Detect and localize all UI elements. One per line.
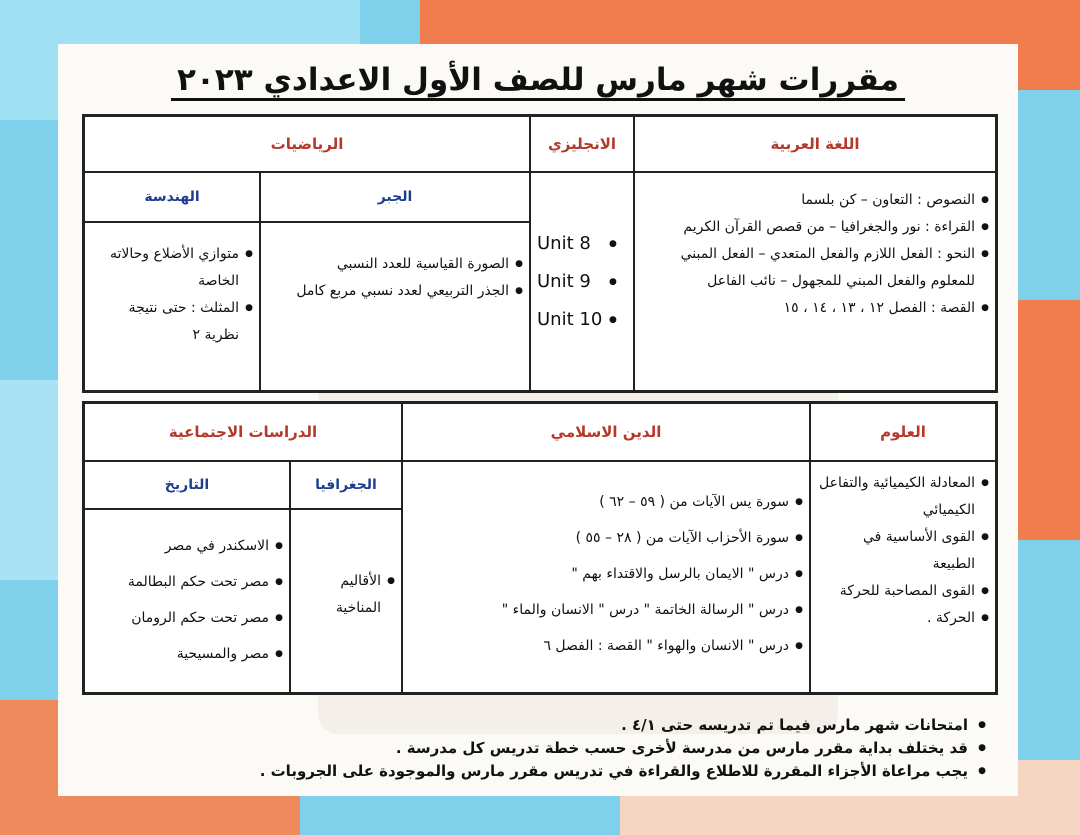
- social-studies-heading: الدراسات الاجتماعية: [84, 403, 402, 461]
- note-item: ● قد يختلف بداية مقرر مارس من مدرسة لأخرى حسب خطة تدريس كل مدرسة .: [64, 737, 968, 760]
- algebra-content: [260, 222, 530, 391]
- list-item: ● الصورة القياسية للعدد النسبي: [267, 251, 509, 278]
- geography-list: [291, 568, 401, 622]
- religion-list: [403, 484, 809, 664]
- list-item: ● القوى المصاحبة للحركة: [817, 578, 975, 605]
- list-item: ● درس " الانسان والهواء " القصة : الفصل ٦: [409, 628, 789, 664]
- religion-heading: الدين الاسلامي: [402, 403, 810, 461]
- geometry-heading: الهندسة: [84, 172, 260, 222]
- english-heading: الانجليزي: [530, 116, 634, 172]
- history-heading: التاريخ: [84, 461, 290, 509]
- note-item: ● امتحانات شهر مارس فيما تم تدريسه حتى ٤/١ .: [64, 714, 968, 737]
- list-item: ● Unit 8: [537, 225, 633, 263]
- bottom-subjects-table: [82, 401, 998, 695]
- list-item: ● مصر تحت حكم الرومان: [91, 600, 269, 636]
- list-item: ● سورة الأحزاب الآيات من ( ٢٨ – ٥٥ ): [409, 520, 789, 556]
- geometry-list: [85, 241, 259, 349]
- list-item: ● النحو : الفعل اللازم والفعل المتعدي – الفعل المبني للمعلوم والفعل المبني للمجهول – نائب الفاعل: [641, 241, 975, 295]
- algebra-list: [261, 251, 529, 305]
- science-content: [810, 461, 996, 693]
- english-content: [530, 172, 634, 391]
- history-content: [84, 509, 290, 693]
- geography-content: [290, 509, 402, 693]
- list-item: ● النصوص : التعاون – كن بلسما: [641, 187, 975, 214]
- list-item: ● الأقاليم المناخية: [297, 568, 381, 622]
- list-item: ● القراءة : نور والجغرافيا – من قصص القرآن الكريم: [641, 214, 975, 241]
- arabic-heading: اللغة العربية: [634, 116, 996, 172]
- list-item: ● المثلث : حتى نتيجة نظرية ٢: [91, 295, 239, 349]
- notes-list: [58, 714, 988, 783]
- science-heading: العلوم: [810, 403, 996, 461]
- arabic-list: [635, 187, 995, 322]
- list-item: ● القصة : الفصل ١٢ ، ١٣ ، ١٤ ، ١٥: [641, 295, 975, 322]
- list-item: ● مصر تحت حكم البطالمة: [91, 564, 269, 600]
- list-item: ● Unit 10: [537, 301, 633, 339]
- document-sheet: [58, 44, 1018, 796]
- geography-heading: الجغرافيا: [290, 461, 402, 509]
- algebra-heading: الجبر: [260, 172, 530, 222]
- list-item: ● الجذر التربيعي لعدد نسبي مربع كامل: [267, 278, 509, 305]
- list-item: ● الاسكندر في مصر: [91, 528, 269, 564]
- list-item: ● القوى الأساسية في الطبيعة: [817, 524, 975, 578]
- top-subjects-table: [82, 114, 998, 393]
- list-item: ● الحركة .: [817, 605, 975, 632]
- page-title: مقررات شهر مارس للصف الأول الاعدادي ٢٠٢٣: [58, 62, 1018, 98]
- list-item: ● مصر والمسيحية: [91, 636, 269, 672]
- religion-content: [402, 461, 810, 693]
- arabic-content: [634, 172, 996, 391]
- list-item: ● متوازي الأضلاع وحالاته الخاصة: [91, 241, 239, 295]
- note-item: ● يجب مراعاة الأجزاء المقررة للاطلاع والقراءة في تدريس مقرر مارس والموجودة على الجروبات .: [64, 760, 968, 783]
- list-item: ● درس " الايمان بالرسل والاقتداء بهم ": [409, 556, 789, 592]
- list-item: ● Unit 9: [537, 263, 633, 301]
- science-list: [811, 470, 995, 632]
- list-item: ● المعادلة الكيميائية والتفاعل الكيميائي: [817, 470, 975, 524]
- list-item: ● سورة يس الآيات من ( ٥٩ – ٦٢ ): [409, 484, 789, 520]
- history-list: [85, 528, 289, 672]
- geometry-content: [84, 222, 260, 391]
- list-item: ● درس " الرسالة الخاتمة " درس " الانسان والماء ": [409, 592, 789, 628]
- math-heading: الرياضيات: [84, 116, 530, 172]
- english-units-list: [531, 225, 633, 339]
